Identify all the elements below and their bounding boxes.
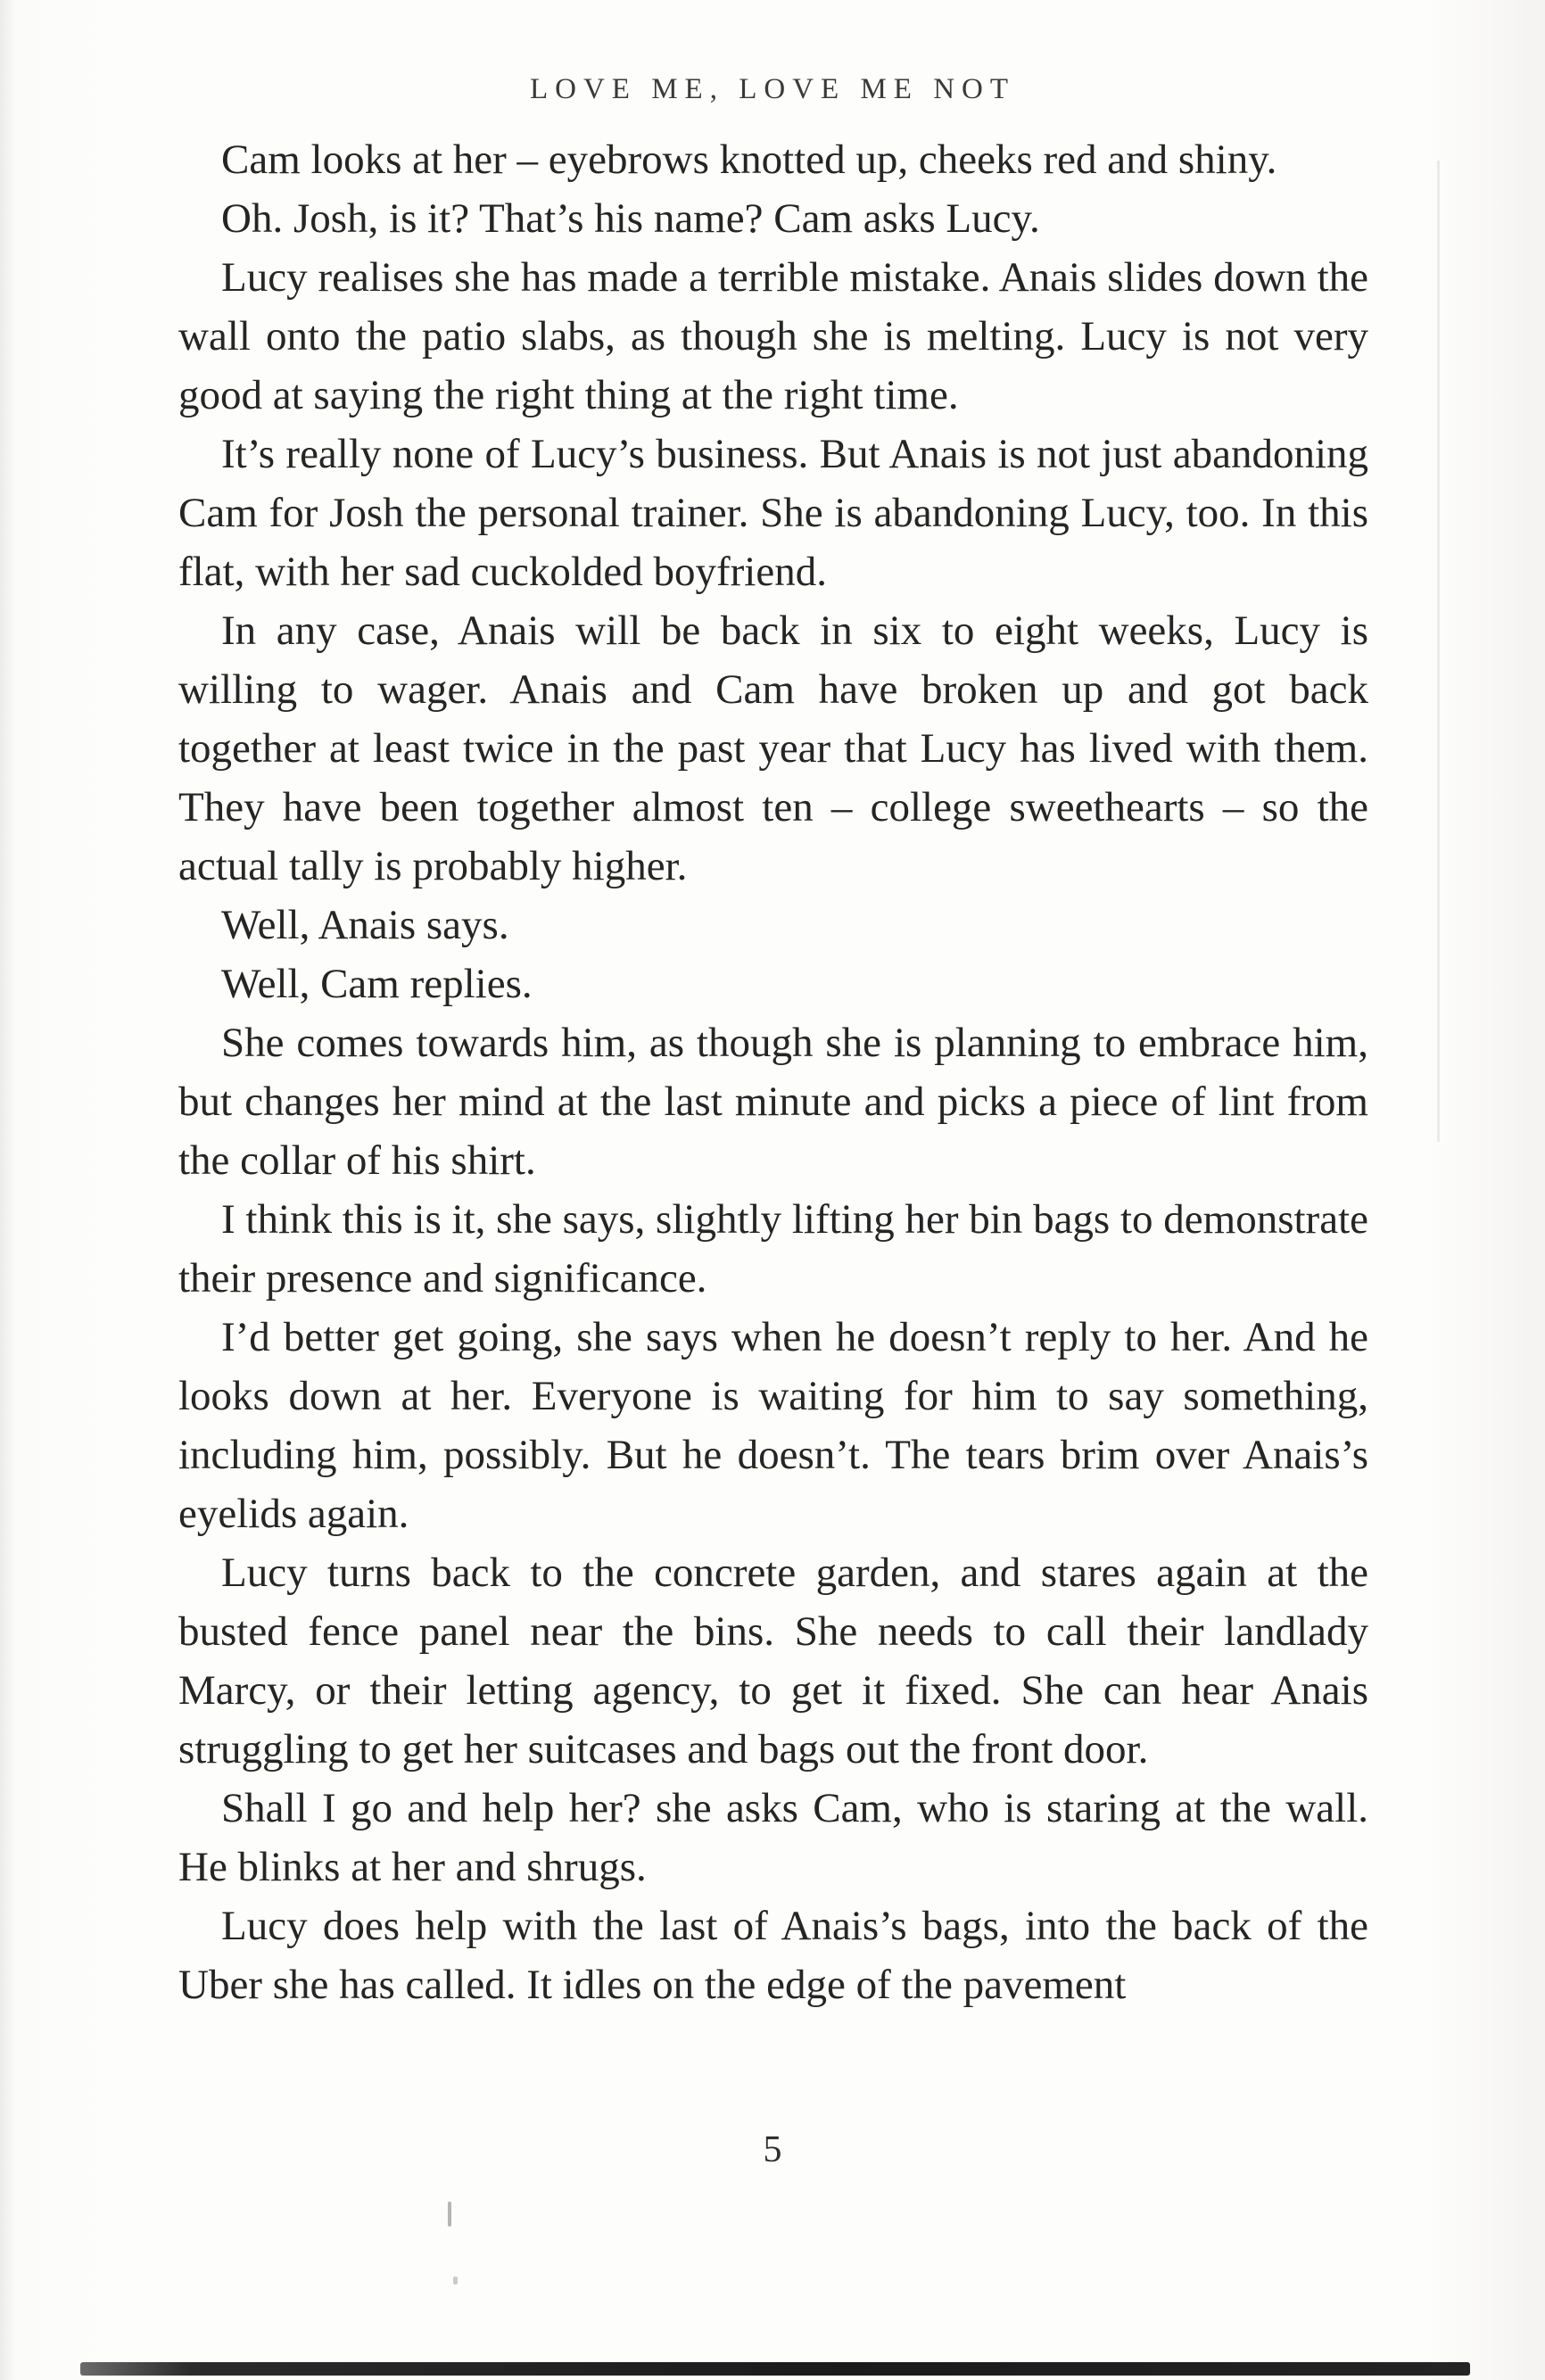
paragraph: It’s really none of Lucy’s business. But Anais is not just abandoning Cam for Josh the personal trainer. She is abandoning Lucy, too. In this flat, with her sad cuckolded boyfriend.	[178, 431, 1368, 595]
paragraph: Lucy does help with the last of Anais’s bags, into the back of the Uber she has called. It idles on the edge of the pavement	[178, 1903, 1368, 2008]
paragraph: Cam looks at her – eyebrows knotted up, cheeks red and shiny.	[221, 136, 1277, 183]
scan-edge-bar	[80, 2362, 1470, 2376]
paragraph: Lucy turns back to the concrete garden, and stares again at the busted fence panel near the bins. She needs to call their landlady Marcy, or their letting agency, to get it fixed. She can hear Anais struggling to get her suitcases and bags out the front door.	[178, 1549, 1368, 1773]
paragraph: I think this is it, she says, slightly lifting her bin bags to demonstrate their presence and significance.	[178, 1196, 1368, 1302]
paragraph: Shall I go and help her? she asks Cam, who is staring at the wall. He blinks at her and shrugs.	[178, 1785, 1368, 1890]
paragraph: I’d better get going, she says when he doesn’t reply to her. And he looks down at her. Everyone is waiting for him to say something, including him, possibly. But he doesn’t. The tears brim over Anais’s eyelids again.	[178, 1314, 1368, 1537]
page-crease	[1437, 161, 1440, 1142]
paragraph: In any case, Anais will be back in six to eight weeks, Lucy is willing to wager. Anais and Cam have broken up and got back together at least twice in the past year that Lucy has lived with them. They have been together almost ten – college sweethearts – so the actual tally is probably higher.	[178, 607, 1368, 889]
paragraph: Well, Anais says.	[221, 902, 509, 948]
page-number: 5	[763, 2129, 782, 2170]
paragraph: Well, Cam replies.	[221, 961, 533, 1007]
paragraph: Oh. Josh, is it? That’s his name? Cam asks Lucy.	[221, 195, 1040, 242]
body-text	[178, 130, 1368, 2014]
running-header: LOVE ME, LOVE ME NOT	[529, 73, 1016, 105]
scan-artifact	[448, 2202, 451, 2227]
paragraph: She comes towards him, as though she is planning to embrace him, but changes her mind at the last minute and picks a piece of lint from the collar of his shirt.	[178, 1020, 1368, 1184]
scan-artifact	[453, 2277, 458, 2285]
paragraph: Lucy realises she has made a terrible mistake. Anais slides down the wall onto the patio slabs, as though she is melting. Lucy is not very good at saying the right thing at the right time.	[178, 254, 1368, 418]
